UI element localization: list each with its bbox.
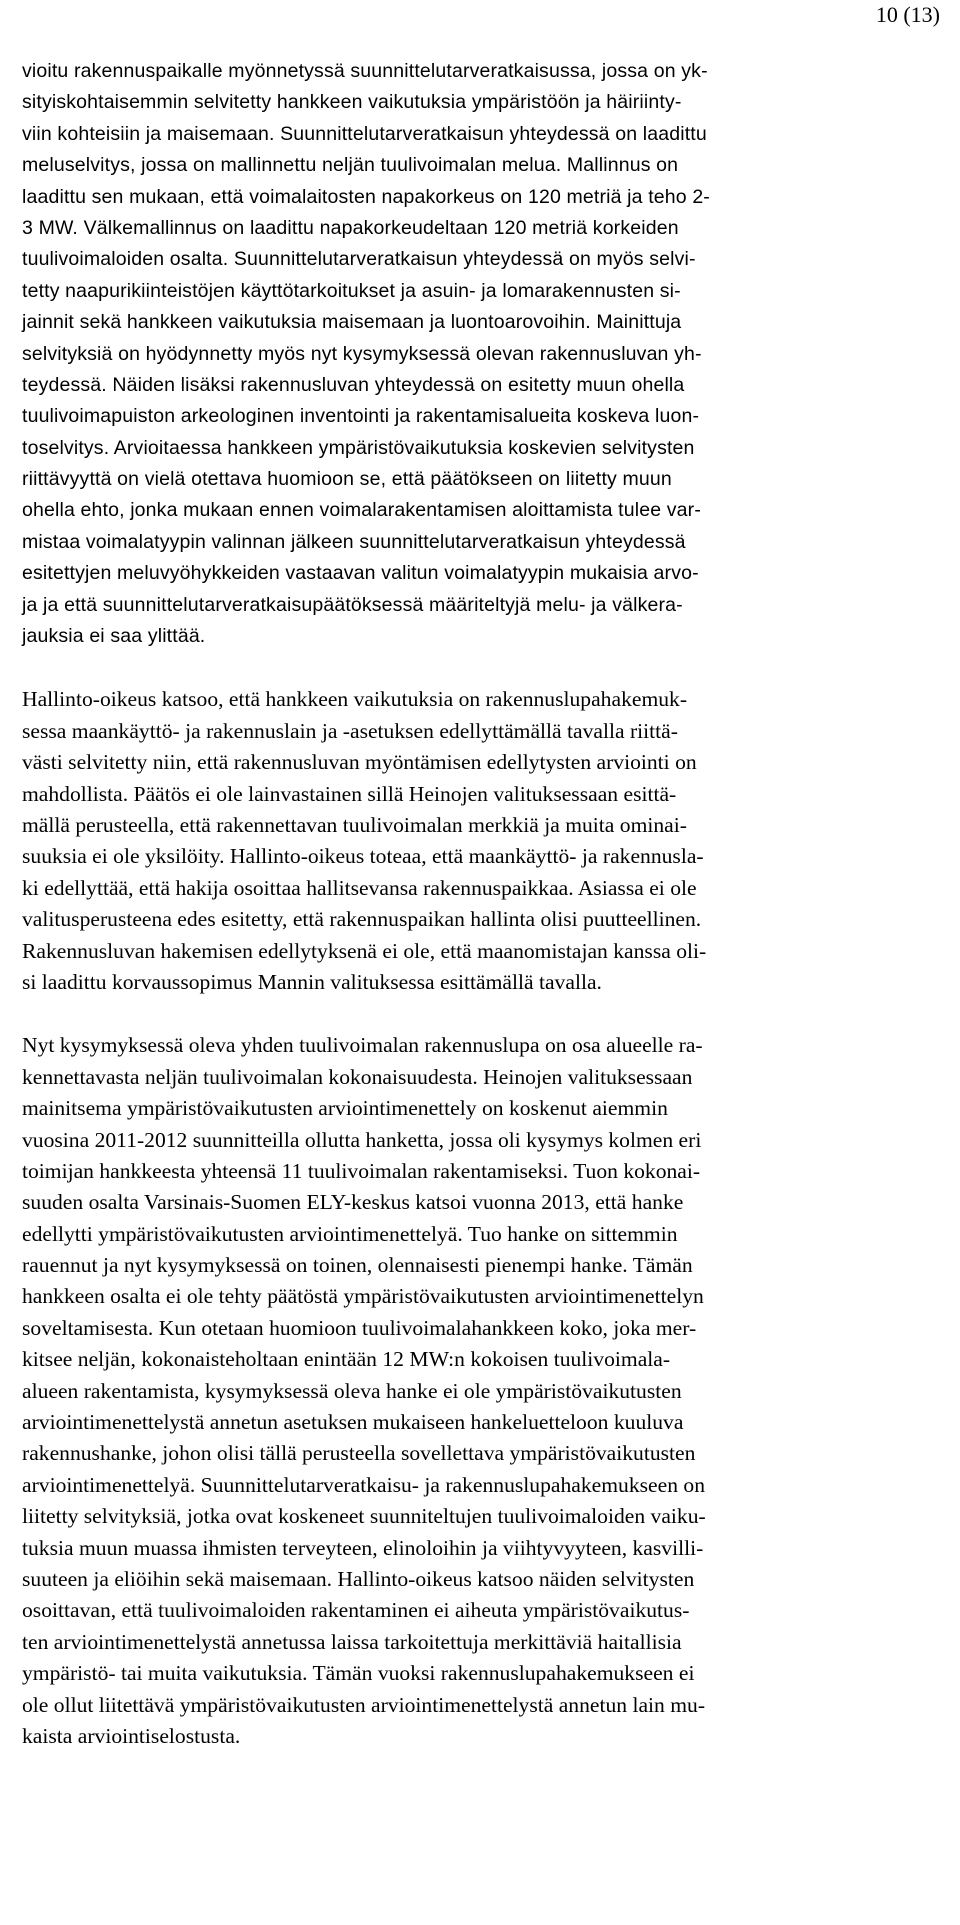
text-line: tuulivoimapuiston arkeologinen inventointi ja rakentamisalueita koskeva luon- [22, 405, 700, 428]
text-line: suuden osalta Varsinais-Suomen ELY-keskus katsoi vuonna 2013, että hanke [22, 1190, 684, 1215]
text-line: arviointimenettelystä annetun asetuksen mukaiseen hankeluetteloon kuuluva [22, 1410, 684, 1435]
text-line: esitettyjen meluvyöhykkeiden vastaavan valitun voimalatyypin mukaisia arvo- [22, 562, 699, 585]
text-line: toselvitys. Arvioitaessa hankkeen ympäristövaikutuksia koskevien selvitysten [22, 436, 695, 459]
text-line: hankkeen osalta ei ole tehty päätöstä ympäristövaikutusten arviointimenettelyn [22, 1284, 704, 1309]
text-line: ten arviointimenettelystä annetussa laissa tarkoitettuja merkittäviä haitallisia [22, 1629, 682, 1654]
paragraph-environmental-surveys [22, 56, 960, 652]
text-line: sessa maankäyttö- ja rakennuslain ja -asetuksen edellyttämällä tavalla riittä- [22, 718, 678, 743]
text-line: tuulivoimaloiden osalta. Suunnittelutarveratkaisun yhteydessä on myös selvi- [22, 248, 696, 271]
text-line: vuosina 2011-2012 suunnitteilla ollutta hanketta, jossa oli kysymys kolmen eri [22, 1127, 702, 1152]
text-line: Nyt kysymyksessä oleva yhden tuulivoimalan rakennuslupa on osa alueelle ra- [22, 1033, 703, 1058]
text-line: soveltamisesta. Kun otetaan huomioon tuulivoimalahankkeen koko, joka mer- [22, 1315, 697, 1340]
text-line: si laadittu korvaussopimus Mannin valituksessa esittämällä tavalla. [22, 969, 602, 994]
text-line: alueen rakentamista, kysymyksessä oleva hanke ei ole ympäristövaikutusten [22, 1378, 682, 1403]
text-line: ja ja että suunnittelutarveratkaisupäätöksessä määriteltyjä melu- ja välkera- [22, 593, 683, 616]
text-line: mahdollista. Päätös ei ole lainvastainen sillä Heinojen valituksessaan esittä- [22, 781, 677, 806]
text-line: 3 MW. Välkemallinnus on laadittu napakorkeudeltaan 120 metriä korkeiden [22, 216, 679, 239]
text-line: tuksia muun muassa ihmisten terveyteen, elinoloihin ja viihtyvyyteen, kasvilli- [22, 1535, 704, 1560]
text-line: teydessä. Näiden lisäksi rakennusluvan yhteydessä on esitetty muun ohella [22, 373, 685, 396]
text-line: laadittu sen mukaan, että voimalaitosten napakorkeus on 120 metriä ja teho 2- [22, 185, 710, 208]
text-line: rauennut ja nyt kysymyksessä on toinen, olennaisesti pienempi hanke. Tämän [22, 1253, 693, 1278]
text-line: edellytti ympäristövaikutusten arviointimenettelyä. Tuo hanke on sittemmin [22, 1221, 678, 1246]
text-line: Rakennusluvan hakemisen edellytyksenä ei ole, että maanomistajan kanssa oli- [22, 938, 707, 963]
text-line: arviointimenettelyä. Suunnittelutarveratkaisu- ja rakennuslupahakemukseen on [22, 1472, 705, 1497]
text-line: toimijan hankkeesta yhteensä 11 tuulivoimalan rakentamiseksi. Tuon kokonai- [22, 1158, 701, 1183]
text-line: selvityksiä on hyödynnetty myös nyt kysymyksessä olevan rakennusluvan yh- [22, 342, 702, 365]
text-line: jainnit sekä hankkeen vaikutuksia maisemaan ja luontoarovoihin. Mainittuja [22, 311, 682, 334]
text-line: kennettavasta neljän tuulivoimalan kokonaisuudesta. Heinojen valituksessaan [22, 1064, 693, 1089]
paragraph-eia-procedure [22, 1030, 960, 1752]
text-line: suuteen ja eliöihin sekä maisemaan. Hallinto-oikeus katsoo näiden selvitysten [22, 1566, 695, 1591]
text-line: vioitu rakennuspaikalle myönnetyssä suunnittelutarveratkaisussa, jossa on yk- [22, 60, 708, 82]
text-line: ole ollut liitettävä ympäristövaikutusten arviointimenettelystä annetun lain mu- [22, 1692, 706, 1717]
text-line: osoittavan, että tuulivoimaloiden rakentaminen ei aiheuta ympäristövaikutus- [22, 1598, 690, 1623]
text-line: ohella ehto, jonka mukaan ennen voimalarakentamisen aloittamista tulee var- [22, 499, 701, 522]
paragraph-court-assessment [22, 684, 960, 998]
text-line: mainitsema ympäristövaikutusten arviointimenettely on koskenut aiemmin [22, 1096, 668, 1121]
text-line: suuksia ei ole yksilöity. Hallinto-oikeus toteaa, että maankäyttö- ja rakennusla- [22, 844, 704, 869]
text-line: viin kohteisiin ja maisemaan. Suunnittelutarveratkaisun yhteydessä on laadittu [22, 122, 707, 145]
text-line: mällä perusteella, että rakennettavan tuulivoimalan merkkiä ja muita ominai- [22, 812, 687, 837]
text-line: riittävyyttä on vielä otettava huomioon se, että päätökseen on liitetty muun [22, 468, 672, 491]
text-line: ki edellyttää, että hakija osoittaa hallitsevansa rakennuspaikkaa. Asiassa ei ole [22, 875, 697, 900]
text-line: sityiskohtaisemmin selvitetty hankkeen vaikutuksia ympäristöön ja häiriinty- [22, 91, 682, 114]
text-line: Hallinto-oikeus katsoo, että hankkeen vaikutuksia on rakennuslupahakemuk- [22, 687, 688, 712]
text-line: mistaa voimalatyypin valinnan jälkeen suunnittelutarveratkaisun yhteydessä [22, 530, 686, 553]
page-number: 10 (13) [875, 2, 940, 27]
document-body [22, 56, 960, 1752]
text-line: valitusperusteena edes esitetty, että rakennuspaikan hallinta olisi puutteellinen. [22, 907, 702, 932]
text-line: jauksia ei saa ylittää. [22, 625, 206, 648]
text-line: liitetty selvityksiä, jotka ovat koskeneet suunniteltujen tuulivoimaloiden vaiku- [22, 1504, 706, 1529]
text-line: tetty naapurikiinteistöjen käyttötarkoitukset ja asuin- ja lomarakennusten si- [22, 279, 681, 302]
text-line: rakennushanke, johon olisi tällä perusteella sovellettava ympäristövaikutusten [22, 1441, 696, 1466]
text-line: västi selvitetty niin, että rakennusluvan myöntämisen edellytysten arviointi on [22, 750, 697, 775]
text-line: kitsee neljän, kokonaisteholtaan enintään 12 MW:n kokoisen tuulivoimala- [22, 1347, 671, 1372]
text-line: meluselvitys, jossa on mallinnettu neljän tuulivoimalan melua. Mallinnus on [22, 154, 679, 177]
text-line: ympäristö- tai muita vaikutuksia. Tämän vuoksi rakennuslupahakemukseen ei [22, 1661, 695, 1686]
text-line: kaista arviointiselostusta. [22, 1723, 241, 1748]
